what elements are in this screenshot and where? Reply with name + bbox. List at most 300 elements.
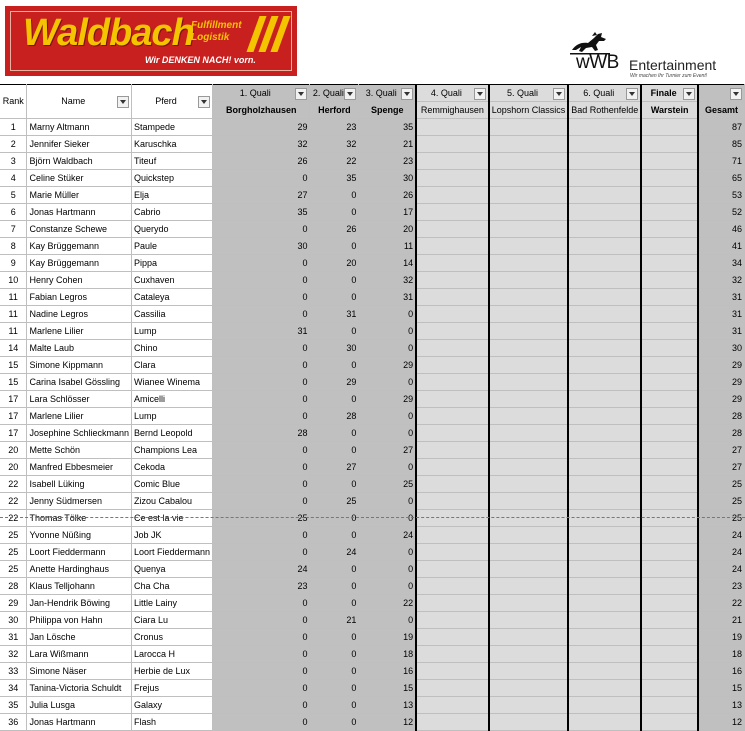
name-cell[interactable]: Celine Stüker [27, 170, 132, 187]
quali4-cell[interactable] [416, 697, 489, 714]
rank-cell[interactable]: 8 [0, 238, 27, 255]
quali2-cell[interactable]: 32 [310, 136, 359, 153]
quali3-cell[interactable]: 20 [359, 221, 416, 238]
rank-cell[interactable]: 3 [0, 153, 27, 170]
rank-cell[interactable]: 22 [0, 493, 27, 510]
quali6-filter-icon[interactable] [626, 88, 638, 100]
quali4-cell[interactable] [416, 442, 489, 459]
quali6-cell[interactable] [568, 187, 641, 204]
pferd-cell[interactable]: Karuschka [132, 136, 213, 153]
finale-cell[interactable] [641, 204, 698, 221]
rank-cell[interactable]: 33 [0, 663, 27, 680]
quali4-cell[interactable] [416, 408, 489, 425]
quali3-cell[interactable]: 31 [359, 289, 416, 306]
quali1-cell[interactable]: 26 [213, 153, 310, 170]
quali1-cell[interactable]: 0 [213, 170, 310, 187]
pferd-cell[interactable]: Job JK [132, 527, 213, 544]
quali5-cell[interactable] [489, 442, 569, 459]
name-cell[interactable]: Marie Müller [27, 187, 132, 204]
rank-cell[interactable]: 29 [0, 595, 27, 612]
quali6-cell[interactable] [568, 476, 641, 493]
quali3-header[interactable]: 3. Quali [359, 85, 416, 102]
finale-cell[interactable] [641, 221, 698, 238]
finale-cell[interactable] [641, 374, 698, 391]
quali2-cell[interactable]: 0 [310, 289, 359, 306]
pferd-cell[interactable]: Cekoda [132, 459, 213, 476]
quali5-cell[interactable] [489, 391, 569, 408]
quali3-cell[interactable]: 22 [359, 595, 416, 612]
quali2-cell[interactable]: 0 [310, 527, 359, 544]
total-cell[interactable]: 25 [698, 510, 744, 527]
quali3-cell[interactable]: 0 [359, 340, 416, 357]
rank-cell[interactable]: 15 [0, 357, 27, 374]
quali2-cell[interactable]: 20 [310, 255, 359, 272]
finale-cell[interactable] [641, 425, 698, 442]
total-cell[interactable]: 23 [698, 578, 744, 595]
quali5-cell[interactable] [489, 595, 569, 612]
finale-cell[interactable] [641, 136, 698, 153]
quali5-cell[interactable] [489, 459, 569, 476]
quali6-cell[interactable] [568, 391, 641, 408]
quali1-cell[interactable]: 32 [213, 136, 310, 153]
quali5-filter-icon[interactable] [553, 88, 565, 100]
quali5-cell[interactable] [489, 408, 569, 425]
quali2-cell[interactable]: 24 [310, 544, 359, 561]
finale-cell[interactable] [641, 442, 698, 459]
name-cell[interactable]: Loort Fieddermann [27, 544, 132, 561]
pferd-cell[interactable]: Little Lainy [132, 595, 213, 612]
total-cell[interactable]: 30 [698, 340, 744, 357]
quali6-cell[interactable] [568, 340, 641, 357]
quali4-cell[interactable] [416, 323, 489, 340]
name-cell[interactable]: Josephine Schlieckmann [27, 425, 132, 442]
pferd-cell[interactable]: Quickstep [132, 170, 213, 187]
pferd-cell[interactable]: Paule [132, 238, 213, 255]
quali1-cell[interactable]: 0 [213, 221, 310, 238]
rank-cell[interactable]: 1 [0, 119, 27, 136]
pferd-cell[interactable]: Titeuf [132, 153, 213, 170]
quali5-cell[interactable] [489, 153, 569, 170]
rank-cell[interactable]: 7 [0, 221, 27, 238]
quali2-cell[interactable]: 0 [310, 714, 359, 731]
quali6-cell[interactable] [568, 459, 641, 476]
quali2-cell[interactable]: 0 [310, 510, 359, 527]
name-cell[interactable]: Lara Schlösser [27, 391, 132, 408]
finale-cell[interactable] [641, 357, 698, 374]
quali4-cell[interactable] [416, 119, 489, 136]
quali5-cell[interactable] [489, 323, 569, 340]
name-cell[interactable]: Fabian Legros [27, 289, 132, 306]
gesamt-filter-header[interactable] [698, 85, 744, 102]
name-cell[interactable]: Björn Waldbach [27, 153, 132, 170]
quali4-cell[interactable] [416, 629, 489, 646]
rank-cell[interactable]: 28 [0, 578, 27, 595]
quali3-cell[interactable]: 11 [359, 238, 416, 255]
rank-cell[interactable]: 9 [0, 255, 27, 272]
quali5-cell[interactable] [489, 663, 569, 680]
name-cell[interactable]: Henry Cohen [27, 272, 132, 289]
quali5-cell[interactable] [489, 527, 569, 544]
quali4-cell[interactable] [416, 527, 489, 544]
quali4-cell[interactable] [416, 595, 489, 612]
quali2-cell[interactable]: 0 [310, 238, 359, 255]
name-cell[interactable]: Thomas Tölke [27, 510, 132, 527]
quali1-cell[interactable]: 27 [213, 187, 310, 204]
total-cell[interactable]: 29 [698, 374, 744, 391]
quali2-cell[interactable]: 0 [310, 595, 359, 612]
quali3-cell[interactable]: 15 [359, 680, 416, 697]
name-cell[interactable]: Simone Kippmann [27, 357, 132, 374]
quali3-cell[interactable]: 30 [359, 170, 416, 187]
quali5-cell[interactable] [489, 255, 569, 272]
total-cell[interactable]: 52 [698, 204, 744, 221]
quali2-cell[interactable]: 28 [310, 408, 359, 425]
total-cell[interactable]: 32 [698, 272, 744, 289]
rank-cell[interactable]: 20 [0, 459, 27, 476]
quali4-cell[interactable] [416, 238, 489, 255]
rank-cell[interactable]: 36 [0, 714, 27, 731]
total-cell[interactable]: 19 [698, 629, 744, 646]
total-cell[interactable]: 29 [698, 391, 744, 408]
quali5-cell[interactable] [489, 306, 569, 323]
pferd-cell[interactable]: Pippa [132, 255, 213, 272]
quali2-cell[interactable]: 0 [310, 425, 359, 442]
quali6-header[interactable]: 6. Quali [568, 85, 641, 102]
quali5-cell[interactable] [489, 544, 569, 561]
rank-cell[interactable]: 20 [0, 442, 27, 459]
quali6-cell[interactable] [568, 119, 641, 136]
quali3-cell[interactable]: 0 [359, 612, 416, 629]
rank-cell[interactable]: 4 [0, 170, 27, 187]
rank-cell[interactable]: 11 [0, 289, 27, 306]
quali4-cell[interactable] [416, 391, 489, 408]
pferd-cell[interactable]: Querydo [132, 221, 213, 238]
finale-header[interactable]: Finale [641, 85, 698, 102]
quali6-cell[interactable] [568, 595, 641, 612]
finale-cell[interactable] [641, 714, 698, 731]
name-cell[interactable]: Kay Brüggemann [27, 238, 132, 255]
quali4-cell[interactable] [416, 187, 489, 204]
total-cell[interactable]: 71 [698, 153, 744, 170]
total-cell[interactable]: 25 [698, 493, 744, 510]
quali5-cell[interactable] [489, 714, 569, 731]
quali6-cell[interactable] [568, 323, 641, 340]
pferd-filter-icon[interactable] [198, 96, 210, 108]
quali6-cell[interactable] [568, 255, 641, 272]
quali5-cell[interactable] [489, 204, 569, 221]
quali6-cell[interactable] [568, 238, 641, 255]
quali3-cell[interactable]: 0 [359, 323, 416, 340]
total-cell[interactable]: 27 [698, 459, 744, 476]
quali2-cell[interactable]: 0 [310, 680, 359, 697]
quali3-cell[interactable]: 17 [359, 204, 416, 221]
rank-cell[interactable]: 17 [0, 391, 27, 408]
quali5-cell[interactable] [489, 170, 569, 187]
quali4-cell[interactable] [416, 153, 489, 170]
pferd-cell[interactable]: Lump [132, 408, 213, 425]
finale-cell[interactable] [641, 663, 698, 680]
quali1-cell[interactable]: 0 [213, 629, 310, 646]
rank-cell[interactable]: 17 [0, 425, 27, 442]
quali6-cell[interactable] [568, 561, 641, 578]
quali3-cell[interactable]: 0 [359, 578, 416, 595]
total-cell[interactable]: 31 [698, 323, 744, 340]
name-cell[interactable]: Marlene Lilier [27, 408, 132, 425]
name-cell[interactable]: Marny Altmann [27, 119, 132, 136]
pferd-cell[interactable]: Champions Lea [132, 442, 213, 459]
finale-cell[interactable] [641, 544, 698, 561]
pferd-cell[interactable]: Galaxy [132, 697, 213, 714]
pferd-cell[interactable]: Lump [132, 323, 213, 340]
quali2-cell[interactable]: 0 [310, 663, 359, 680]
finale-cell[interactable] [641, 459, 698, 476]
finale-cell[interactable] [641, 289, 698, 306]
name-cell[interactable]: Carina Isabel Gössling [27, 374, 132, 391]
rank-cell[interactable]: 25 [0, 561, 27, 578]
quali1-cell[interactable]: 0 [213, 595, 310, 612]
quali4-cell[interactable] [416, 221, 489, 238]
name-cell[interactable]: Klaus Telljohann [27, 578, 132, 595]
pferd-cell[interactable]: Flash [132, 714, 213, 731]
quali4-cell[interactable] [416, 493, 489, 510]
quali2-cell[interactable]: 29 [310, 374, 359, 391]
quali6-cell[interactable] [568, 374, 641, 391]
quali2-cell[interactable]: 0 [310, 629, 359, 646]
quali4-cell[interactable] [416, 289, 489, 306]
total-cell[interactable]: 31 [698, 289, 744, 306]
pferd-cell[interactable]: Frejus [132, 680, 213, 697]
quali4-cell[interactable] [416, 204, 489, 221]
total-cell[interactable]: 24 [698, 527, 744, 544]
quali3-filter-icon[interactable] [401, 88, 413, 100]
name-cell[interactable]: Jan Lösche [27, 629, 132, 646]
quali6-cell[interactable] [568, 612, 641, 629]
quali1-cell[interactable]: 0 [213, 289, 310, 306]
total-cell[interactable]: 15 [698, 680, 744, 697]
quali6-cell[interactable] [568, 289, 641, 306]
quali1-header[interactable]: 1. Quali [213, 85, 310, 102]
rank-cell[interactable]: 10 [0, 272, 27, 289]
quali4-cell[interactable] [416, 170, 489, 187]
quali3-cell[interactable]: 19 [359, 629, 416, 646]
gesamt-sort-icon[interactable] [730, 88, 742, 100]
quali6-cell[interactable] [568, 221, 641, 238]
quali3-cell[interactable]: 35 [359, 119, 416, 136]
total-cell[interactable]: 65 [698, 170, 744, 187]
quali4-cell[interactable] [416, 459, 489, 476]
quali5-cell[interactable] [489, 493, 569, 510]
quali4-cell[interactable] [416, 306, 489, 323]
quali2-cell[interactable]: 0 [310, 204, 359, 221]
finale-cell[interactable] [641, 340, 698, 357]
quali5-cell[interactable] [489, 697, 569, 714]
name-cell[interactable]: Constanze Schewe [27, 221, 132, 238]
quali1-cell[interactable]: 0 [213, 493, 310, 510]
total-cell[interactable]: 28 [698, 408, 744, 425]
total-cell[interactable]: 16 [698, 663, 744, 680]
quali2-cell[interactable]: 0 [310, 578, 359, 595]
quali6-cell[interactable] [568, 204, 641, 221]
finale-cell[interactable] [641, 646, 698, 663]
rank-cell[interactable]: 17 [0, 408, 27, 425]
pferd-cell[interactable]: Stampede [132, 119, 213, 136]
finale-cell[interactable] [641, 595, 698, 612]
quali4-cell[interactable] [416, 255, 489, 272]
quali6-cell[interactable] [568, 493, 641, 510]
quali4-cell[interactable] [416, 646, 489, 663]
rank-cell[interactable]: 25 [0, 544, 27, 561]
finale-cell[interactable] [641, 476, 698, 493]
quali1-cell[interactable]: 0 [213, 272, 310, 289]
quali3-cell[interactable]: 0 [359, 408, 416, 425]
quali4-cell[interactable] [416, 612, 489, 629]
quali1-cell[interactable]: 0 [213, 680, 310, 697]
quali1-cell[interactable]: 0 [213, 476, 310, 493]
quali1-cell[interactable]: 0 [213, 340, 310, 357]
quali1-cell[interactable]: 0 [213, 306, 310, 323]
quali6-cell[interactable] [568, 544, 641, 561]
quali3-cell[interactable]: 0 [359, 493, 416, 510]
total-cell[interactable]: 22 [698, 595, 744, 612]
quali6-cell[interactable] [568, 646, 641, 663]
finale-cell[interactable] [641, 629, 698, 646]
quali6-cell[interactable] [568, 170, 641, 187]
total-cell[interactable]: 34 [698, 255, 744, 272]
quali1-cell[interactable]: 0 [213, 663, 310, 680]
finale-filter-icon[interactable] [683, 88, 695, 100]
quali6-cell[interactable] [568, 306, 641, 323]
rank-cell[interactable]: 11 [0, 323, 27, 340]
quali2-cell[interactable]: 0 [310, 272, 359, 289]
quali1-cell[interactable]: 0 [213, 255, 310, 272]
quali4-cell[interactable] [416, 340, 489, 357]
finale-cell[interactable] [641, 272, 698, 289]
quali1-cell[interactable]: 0 [213, 408, 310, 425]
finale-cell[interactable] [641, 255, 698, 272]
quali2-cell[interactable]: 23 [310, 119, 359, 136]
quali2-header[interactable]: 2. Quali [310, 85, 359, 102]
quali2-cell[interactable]: 35 [310, 170, 359, 187]
finale-cell[interactable] [641, 187, 698, 204]
name-cell[interactable]: Lara Wißmann [27, 646, 132, 663]
quali4-cell[interactable] [416, 374, 489, 391]
total-cell[interactable]: 29 [698, 357, 744, 374]
quali2-filter-icon[interactable] [344, 88, 356, 100]
quali1-cell[interactable]: 28 [213, 425, 310, 442]
total-cell[interactable]: 28 [698, 425, 744, 442]
quali4-header[interactable]: 4. Quali [416, 85, 489, 102]
total-cell[interactable]: 24 [698, 561, 744, 578]
finale-cell[interactable] [641, 408, 698, 425]
total-cell[interactable]: 24 [698, 544, 744, 561]
pferd-cell[interactable]: Larocca H [132, 646, 213, 663]
total-cell[interactable]: 13 [698, 697, 744, 714]
quali4-cell[interactable] [416, 425, 489, 442]
quali2-cell[interactable]: 0 [310, 323, 359, 340]
quali3-cell[interactable]: 24 [359, 527, 416, 544]
quali3-cell[interactable]: 23 [359, 153, 416, 170]
name-header[interactable]: Name [27, 85, 132, 119]
finale-cell[interactable] [641, 697, 698, 714]
quali2-cell[interactable]: 0 [310, 391, 359, 408]
rank-cell[interactable]: 15 [0, 374, 27, 391]
name-cell[interactable]: Julia Lusga [27, 697, 132, 714]
name-cell[interactable]: Manfred Ebbesmeier [27, 459, 132, 476]
quali2-cell[interactable]: 25 [310, 493, 359, 510]
quali5-cell[interactable] [489, 646, 569, 663]
quali5-cell[interactable] [489, 629, 569, 646]
finale-cell[interactable] [641, 391, 698, 408]
quali1-cell[interactable]: 0 [213, 442, 310, 459]
quali3-cell[interactable]: 26 [359, 187, 416, 204]
quali3-cell[interactable]: 0 [359, 306, 416, 323]
quali4-cell[interactable] [416, 663, 489, 680]
quali1-cell[interactable]: 0 [213, 544, 310, 561]
name-cell[interactable]: Isabell Lüking [27, 476, 132, 493]
rank-cell[interactable]: 6 [0, 204, 27, 221]
quali2-cell[interactable]: 0 [310, 442, 359, 459]
pferd-cell[interactable]: Cha Cha [132, 578, 213, 595]
quali6-cell[interactable] [568, 629, 641, 646]
quali5-header[interactable]: 5. Quali [489, 85, 569, 102]
quali4-cell[interactable] [416, 272, 489, 289]
name-cell[interactable]: Marlene Lilier [27, 323, 132, 340]
finale-cell[interactable] [641, 119, 698, 136]
total-cell[interactable]: 53 [698, 187, 744, 204]
quali6-cell[interactable] [568, 357, 641, 374]
rank-cell[interactable]: 34 [0, 680, 27, 697]
finale-cell[interactable] [641, 153, 698, 170]
quali2-cell[interactable]: 0 [310, 357, 359, 374]
name-cell[interactable]: Mette Schön [27, 442, 132, 459]
name-filter-icon[interactable] [117, 96, 129, 108]
pferd-cell[interactable]: Cabrio [132, 204, 213, 221]
rank-cell[interactable]: 25 [0, 527, 27, 544]
name-cell[interactable]: Kay Brüggemann [27, 255, 132, 272]
name-cell[interactable]: Jonas Hartmann [27, 204, 132, 221]
quali3-cell[interactable]: 0 [359, 561, 416, 578]
name-cell[interactable]: Yvonne Nüßing [27, 527, 132, 544]
quali6-cell[interactable] [568, 442, 641, 459]
finale-cell[interactable] [641, 238, 698, 255]
name-cell[interactable]: Jonas Hartmann [27, 714, 132, 731]
quali5-cell[interactable] [489, 425, 569, 442]
name-cell[interactable]: Jan-Hendrik Böwing [27, 595, 132, 612]
total-cell[interactable]: 41 [698, 238, 744, 255]
quali4-cell[interactable] [416, 544, 489, 561]
finale-cell[interactable] [641, 323, 698, 340]
finale-cell[interactable] [641, 561, 698, 578]
quali6-cell[interactable] [568, 578, 641, 595]
quali3-cell[interactable]: 0 [359, 510, 416, 527]
quali1-cell[interactable]: 23 [213, 578, 310, 595]
quali3-cell[interactable]: 29 [359, 357, 416, 374]
rank-cell[interactable]: 14 [0, 340, 27, 357]
quali6-cell[interactable] [568, 153, 641, 170]
total-cell[interactable]: 27 [698, 442, 744, 459]
name-cell[interactable]: Philippa von Hahn [27, 612, 132, 629]
quali5-cell[interactable] [489, 340, 569, 357]
quali6-cell[interactable] [568, 714, 641, 731]
pferd-cell[interactable]: Bernd Leopold [132, 425, 213, 442]
quali2-cell[interactable]: 0 [310, 561, 359, 578]
total-cell[interactable]: 25 [698, 476, 744, 493]
pferd-cell[interactable]: Cataleya [132, 289, 213, 306]
quali1-cell[interactable]: 0 [213, 357, 310, 374]
quali4-cell[interactable] [416, 578, 489, 595]
quali4-cell[interactable] [416, 510, 489, 527]
pferd-cell[interactable]: Zizou Cabalou [132, 493, 213, 510]
